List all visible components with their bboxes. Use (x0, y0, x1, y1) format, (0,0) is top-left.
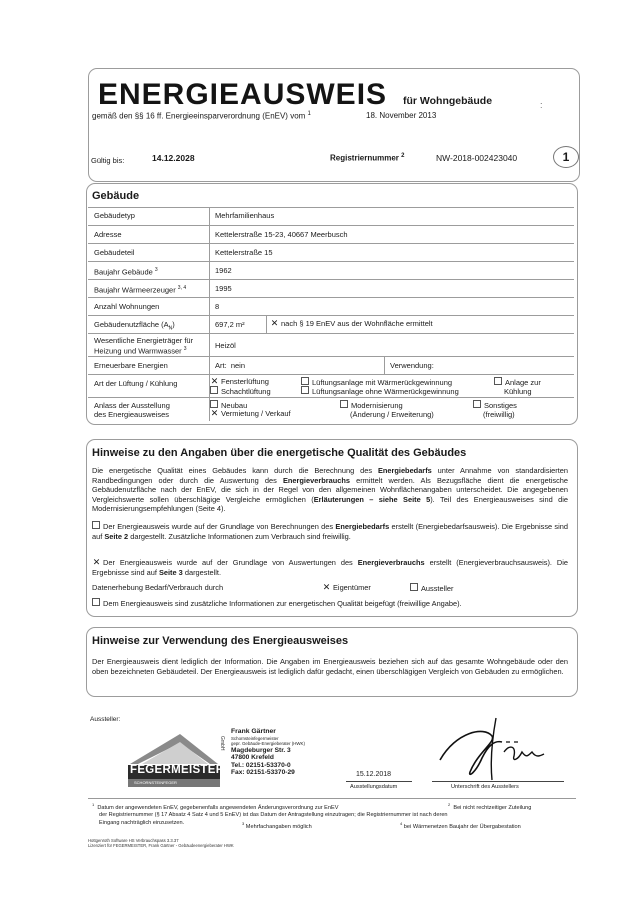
table-row (88, 315, 574, 332)
checkbox-icon (210, 386, 218, 394)
row-label: Gebäudenutzfläche $(A_N)$ (94, 320, 175, 332)
option-bedarfsausweis[interactable]: Der Energieausweis wurde auf der Grundlage von Berechnungen des Energiebedarfs erstellt (Energiebedarfsausweis). Die Ergebnisse sind auf Seite 2 dargestellt. Zusätzliche Informationen zum Verbrauch sind freiwillig. (92, 522, 568, 541)
checkbox-icon (473, 400, 481, 408)
checked-icon: ✕ (270, 318, 279, 328)
table-row (88, 397, 574, 419)
row-label: Art der Lüftung / Kühlung (94, 379, 178, 388)
row-value: 8 (215, 302, 220, 311)
row-value: Kettelerstraße 15 (215, 248, 273, 257)
row-label: Gebäudetyp (94, 211, 135, 220)
row-label: Baujahr Gebäude $^3$ (94, 267, 158, 277)
row-label: Adresse (94, 230, 122, 239)
cell-divider (384, 357, 385, 375)
issue-date-label: Ausstellungsdatum (350, 784, 398, 790)
table-row (88, 356, 574, 370)
row-value: 697,2 m² (215, 320, 245, 329)
option-vermietung-verkauf[interactable]: ✕ Vermietung / Verkauf (210, 408, 291, 418)
row-value: 1962 (215, 266, 232, 275)
option-schachtlueftung[interactable]: Schachtlüftung (210, 386, 271, 396)
checked-icon: ✕ (322, 582, 331, 592)
row-value: Heizöl (215, 341, 236, 350)
issue-date: 15.12.2018 (356, 771, 392, 778)
registration-label: Registriernummer $^2$ (330, 153, 405, 163)
option-lueftung-ohne-wrg[interactable]: Lüftungsanlage ohne Wärmerückgewinnung (301, 386, 459, 396)
checkbox-icon (301, 377, 309, 385)
law-date: 18. November 2013 (366, 111, 437, 120)
table-row (88, 261, 574, 277)
checkbox-icon (92, 598, 100, 606)
checkbox-icon (301, 386, 309, 394)
document-title: ENERGIEAUSWEIS (98, 78, 388, 111)
row-label: Gebäudeteil (94, 248, 135, 257)
quality-notes-text: Die energetische Qualität eines Gebäudes kann durch die Berechnung des Energiebedarfs unter Annahme von standardisierten Randbedingungen oder durch die Auswertung des Energieverbrauchs ermittelt werden. Als Bezugsfläche dient die energetische Gebäudenutzfläche nach der EnEV, die sich in der Regel von den allgemeinen Wohnflächenangaben unterscheidet. Die angegebenen Vergleichswerte sollen überschlägige Vergleiche ermöglichen (Erläuterungen – siehe Seite 5). Teil des Energieausweises sind die Modernisierungsempfehlungen (Seite 4). (92, 466, 568, 514)
checkbox-icon (210, 400, 218, 408)
issuer-stamp: Frank Gärtner Schornsteinfegermeister gepr. Gebäude-Energieberater (HWK) Magdeburger Str. 3 47800 Krefeld Tel.: 02151-53370-0 Fax: 02151-53370-29 (231, 728, 305, 777)
row-label: Wesentliche Energieträger für Heizung und Warmwasser $^3$ (94, 336, 194, 356)
row-value: Kettelerstraße 15-23, 40667 Meerbusch (215, 230, 348, 239)
option-modernisierung[interactable]: Modernisierung (Änderung / Erweiterung) (340, 400, 434, 419)
option-sonstiges[interactable]: Sonstiges (freiwillig) (473, 400, 517, 419)
logo-tagline: SCHORNSTEINFEGER (134, 780, 177, 785)
signature-line (432, 781, 564, 782)
cell-divider (266, 316, 267, 334)
issuer-label: Aussteller: (90, 716, 121, 723)
quality-notes-title: Hinweise zu den Angaben über die energetische Qualität des Gebäudes (92, 447, 467, 459)
row-value: Mehrfamilienhaus (215, 211, 275, 220)
checked-icon: ✕ (210, 408, 219, 418)
renewable-type: Art: nein (215, 361, 246, 370)
valid-until-label: Gültig bis: (91, 156, 125, 165)
law-reference: gemäß den §§ 16 ff. Energieeinsparverordnung (EnEV) vom $^1$ (92, 111, 311, 121)
option-verbrauchsausweis[interactable]: ✕ Der Energieausweis wurde auf der Grundlage von Auswertungen des Energieverbrauchs erstellt (Energieverbrauchsausweis). Die Ergebnisse sind auf Seite 3 dargestellt. (92, 557, 568, 577)
logo-gmbh: GmbH (219, 736, 225, 751)
table-row (88, 374, 574, 396)
logo-wordmark: FEGERMEISTER (130, 764, 225, 776)
checkbox-icon (410, 583, 418, 591)
table-row (88, 333, 574, 356)
checked-icon: ✕ (92, 557, 101, 567)
table-row (88, 225, 574, 239)
checkbox-icon (494, 377, 502, 385)
row-value: 1995 (215, 284, 232, 293)
row-label: Erneuerbare Energien (94, 361, 168, 370)
footnotes: $^1$ Datum der angewendeten EnEV, gegebenenfalls angewendeten Änderungsverordnung zur EnEV $^2$ Bei nicht rechtzeitiger Zuteilung der Registriernummer (§ 17 Absatz 4 Satz 4 und 5 EnEV) ist das Datum der Antragstellung einzutragen; die Registriernummer ist nach deren Eingang nachträglich einzusetzen. $^3$ Mehrfachangaben möglich $^4$ bei Wärmenetzen Baujahr der Übergabestation (92, 802, 532, 830)
valid-until-value: 14.12.2028 (152, 153, 195, 163)
option-aussteller[interactable]: Aussteller (410, 583, 453, 594)
row-label: Baujahr Wärmeerzeuger $^{3, 4}$ (94, 285, 187, 295)
usage-label: Verwendung: (390, 361, 434, 370)
table-row (88, 297, 574, 311)
signature-icon (432, 712, 562, 782)
checkbox-icon (92, 521, 100, 529)
option-lueftung-mit-wrg[interactable]: Lüftungsanlage mit Wärmerückgewinnung (301, 377, 452, 387)
page-number: 1 (553, 146, 579, 168)
checked-icon: ✕ (210, 376, 219, 386)
building-section-title: Gebäude (92, 190, 140, 202)
option-fensterlueftung[interactable]: ✕ Fensterlüftung (210, 376, 269, 386)
footnote-divider (88, 798, 576, 799)
row-label: Anlass der Ausstellung des Energieausweises (94, 401, 170, 419)
checkbox-icon (340, 400, 348, 408)
roof-logo-icon (124, 728, 224, 798)
usage-notes-title: Hinweise zur Verwendung des Energieausweises (92, 635, 349, 647)
registration-number: NW-2018-002423040 (436, 153, 518, 163)
option-zusatzinfo[interactable]: Dem Energieausweis sind zusätzliche Informationen zur energetischen Qualität beigefügt (freiwillige Angabe). (92, 598, 462, 609)
document-subtitle: für Wohngebäude (403, 95, 493, 107)
table-row (88, 243, 574, 257)
company-logo (124, 728, 224, 798)
date-line (346, 781, 412, 782)
row-label: Anzahl Wohnungen (94, 302, 160, 311)
usage-notes-text: Der Energieausweis dient lediglich der Information. Die Angaben im Energieausweis beziehen sich auf das gesamte Wohngebäude oder den oben bezeichneten Gebäudeteil. Der Energieausweis ist lediglich dafür gedacht, einen überschlägigen Vergleich von Gebäuden zu ermöglichen. (92, 657, 568, 676)
option-neubau[interactable]: Neubau (210, 400, 247, 410)
table-row (88, 279, 574, 295)
margin-mark: : (540, 100, 543, 110)
area-checkbox[interactable]: ✕ nach § 19 EnEV aus der Wohnfläche ermittelt (270, 318, 433, 328)
table-row (88, 207, 574, 220)
data-collection-label: Datenerhebung Bedarf/Verbrauch durch (92, 583, 224, 592)
software-note: Hottgenroth Software HS Verbrauchspass 3.3.37 Lizenziert für FEGERMEISTER, Frank Gärtner - Gebäudeenergieberater HWK (88, 838, 234, 849)
signature-label: Unterschrift des Ausstellers (451, 784, 519, 790)
option-eigentuemer[interactable]: ✕ Eigentümer (322, 582, 371, 592)
option-kuehlung[interactable]: Anlage zur Kühlung (494, 377, 541, 396)
